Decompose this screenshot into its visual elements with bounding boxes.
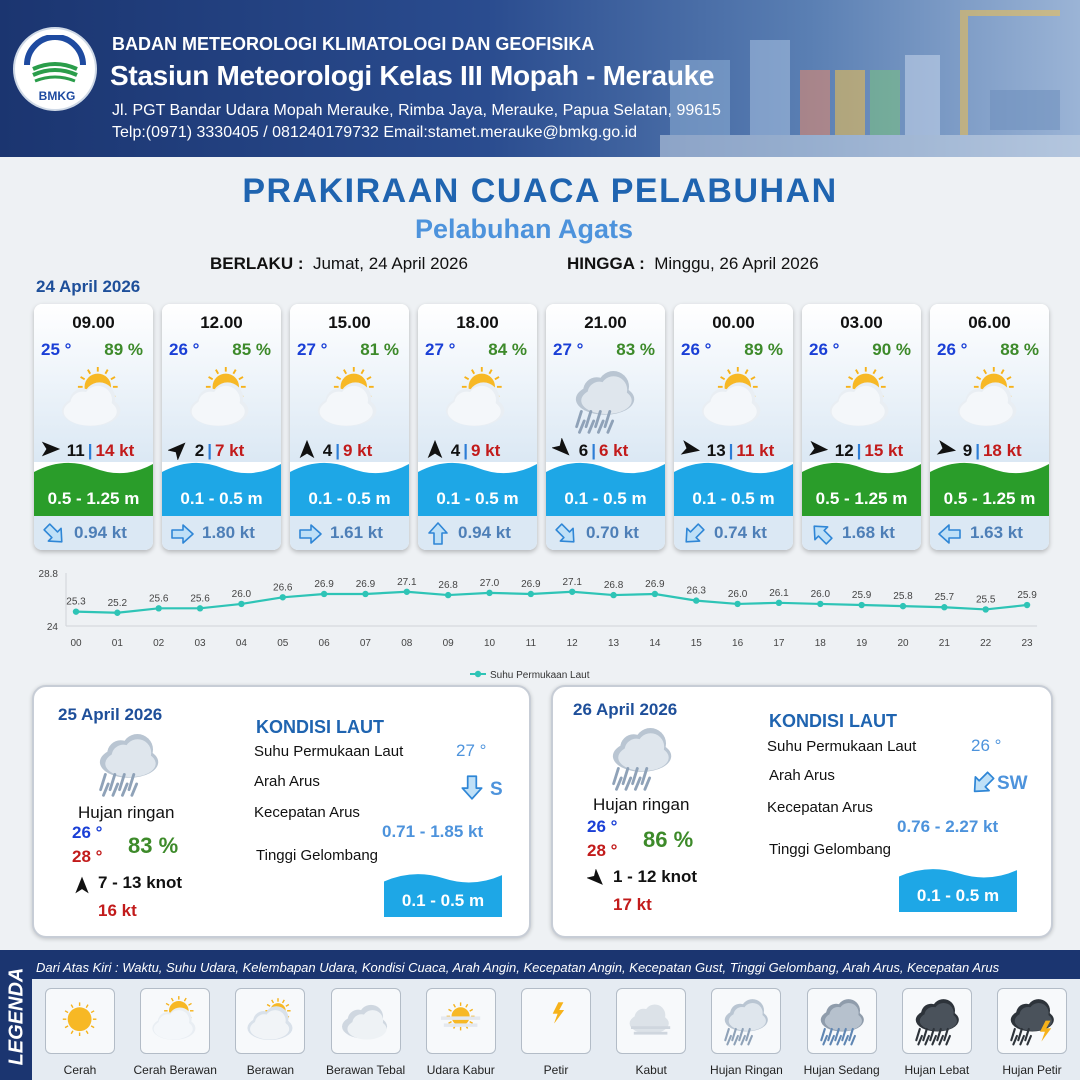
humidity: 89 % — [104, 340, 143, 359]
current-speed-value: 0.71 - 1.85 kt — [382, 822, 484, 841]
current-direction-icon — [553, 521, 579, 547]
current-direction-icon — [809, 521, 835, 547]
forecast-time: 18.00 — [456, 313, 499, 332]
chart-data-point — [156, 605, 162, 611]
chart-data-point — [983, 606, 989, 612]
current-speed-value: 0.76 - 2.27 kt — [897, 817, 999, 836]
sea-condition-heading: KONDISI LAUT — [769, 711, 897, 731]
chart-x-tick-label: 15 — [690, 638, 702, 649]
legend-item-label: Berawan — [246, 1063, 295, 1077]
weather-condition: Hujan ringan — [593, 795, 690, 814]
current-row — [546, 516, 665, 550]
sst-label: Suhu Permukaan Laut — [767, 738, 917, 755]
current-speed: 1.61 kt — [330, 523, 383, 542]
current-speed-label: Kecepatan Arus — [767, 799, 873, 816]
forecast-time: 21.00 — [584, 313, 627, 332]
chart-data-label: 26.0 — [231, 588, 252, 600]
chart-data-label: 25.2 — [107, 597, 128, 609]
panel-weather-icon-wrap — [605, 723, 681, 800]
air-temperature: 25 ° — [41, 340, 72, 359]
chart-data-point — [197, 605, 203, 611]
sst-value: 26 ° — [971, 736, 1002, 755]
current-speed: 0.94 kt — [74, 523, 127, 542]
legend-item — [902, 988, 972, 1054]
legend-item — [426, 988, 496, 1054]
chart-data-label: 27.1 — [397, 576, 417, 588]
chart-data-point — [280, 594, 286, 600]
gust-speed: 9 kt — [342, 441, 373, 460]
sst-value: 27 ° — [456, 741, 487, 760]
weather-icon-wrap — [440, 366, 516, 443]
air-temperature: 26 ° — [169, 340, 200, 359]
forecast-card — [930, 304, 1049, 550]
current-direction-icon — [425, 521, 451, 547]
validity-from-label: BERLAKU : — [210, 254, 304, 273]
validity-from-value: Jumat, 24 April 2026 — [312, 254, 468, 273]
legend-item-label: Cerah — [63, 1063, 97, 1077]
current-direction-value: SW — [997, 773, 1028, 794]
chart-x-tick-label: 12 — [566, 638, 578, 649]
temp-max: 28 ° — [587, 841, 618, 860]
chart-data-point — [652, 591, 658, 597]
legend-item — [45, 988, 115, 1054]
humidity: 85 % — [232, 340, 271, 359]
sea-condition-heading: KONDISI LAUT — [256, 717, 384, 737]
wave-height: 0.1 - 0.5 m — [692, 489, 775, 508]
chart-legend-label: Suhu Permukaan Laut — [490, 670, 590, 681]
current-direction-label: Arah Arus — [769, 767, 835, 784]
wind-direction-icon — [587, 869, 607, 889]
station-contact: Telp:(0971) 3330405 / 081240179732 Email:stamet.merauke@bmkg.go.id — [112, 124, 638, 141]
chart-data-point — [73, 608, 79, 614]
wave-height: 0.5 - 1.25 m — [815, 489, 908, 508]
current-direction-icon — [297, 521, 323, 547]
panel-date: 25 April 2026 — [58, 705, 163, 724]
validity-to — [567, 254, 819, 274]
validity-from — [210, 254, 468, 274]
forecast-card — [546, 304, 665, 550]
current-row — [418, 516, 537, 550]
current-speed-label: Kecepatan Arus — [254, 804, 360, 821]
gust-speed: 15 kt — [864, 441, 904, 460]
legend-item — [331, 988, 401, 1054]
current-row — [674, 516, 793, 550]
weather-icon-wrap — [184, 366, 260, 443]
air-temperature: 27 ° — [425, 340, 456, 359]
wind-separator: | — [728, 441, 734, 460]
legend-item-label: Udara Kabur — [426, 1063, 495, 1077]
gust-speed: 18 kt — [982, 441, 1022, 460]
cerah-berawan-icon — [148, 995, 204, 1049]
day1-date: 24 April 2026 — [36, 277, 141, 296]
chart-x-tick-label: 18 — [814, 638, 826, 649]
chart-data-label: 25.5 — [975, 594, 996, 606]
chart-data-point — [734, 601, 740, 607]
forecast-time: 00.00 — [712, 313, 755, 332]
kabut-icon — [624, 995, 680, 1049]
berawan-icon — [243, 995, 299, 1049]
wind-separator: | — [207, 441, 212, 460]
page-title: PRAKIRAAN CUACA PELABUHAN — [242, 172, 838, 210]
temp-max: 28 ° — [72, 847, 103, 866]
wind-separator: | — [591, 441, 596, 460]
wind-speed: 13 — [706, 441, 726, 460]
air-temperature: 26 ° — [809, 340, 840, 359]
port-scene-illustration — [660, 0, 1080, 157]
current-speed: 0.74 kt — [714, 523, 767, 542]
humidity: 88 % — [1000, 340, 1039, 359]
forecast-card — [34, 304, 153, 550]
sst-chart — [0, 560, 1080, 685]
daily-panel — [32, 685, 531, 938]
current-row — [34, 516, 153, 550]
wind-separator: | — [335, 441, 340, 460]
wave-height-label: Tinggi Gelombang — [256, 847, 379, 864]
current-speed: 0.94 kt — [458, 523, 511, 542]
chart-x-tick-label: 23 — [1021, 638, 1033, 649]
wind-speed: 11 — [66, 441, 85, 460]
validity-to-value: Minggu, 26 April 2026 — [654, 254, 819, 273]
chart-x-tick-label: 22 — [980, 638, 992, 649]
gust-speed: 11 kt — [736, 441, 775, 460]
forecast-time: 15.00 — [328, 313, 371, 332]
temp-min: 26 ° — [72, 823, 103, 842]
chart-data-label: 26.0 — [727, 588, 748, 600]
wave-height: 0.1 - 0.5 m — [436, 489, 519, 508]
chart-data-label: 27.1 — [562, 576, 582, 588]
forecast-card — [802, 304, 921, 550]
current-direction-value: S — [490, 779, 503, 800]
daily-panel — [551, 685, 1053, 938]
cerah-berawan-icon — [696, 366, 772, 438]
chart-data-point — [817, 601, 823, 607]
cerah-berawan-icon — [184, 366, 260, 438]
sst-label: Suhu Permukaan Laut — [254, 743, 404, 760]
forecast-time: 09.00 — [72, 313, 115, 332]
wind-speed: 4 — [450, 441, 461, 460]
chart-data-label: 26.9 — [314, 578, 334, 590]
station-name: Stasiun Meteorologi Kelas III Mopah - Merauke — [110, 60, 715, 91]
chart-data-label: 26.8 — [438, 580, 458, 592]
chart-data-label: 25.7 — [934, 592, 955, 604]
current-speed: 0.70 kt — [586, 523, 639, 542]
chart-x-tick-label: 05 — [277, 638, 289, 649]
weather-icon-wrap — [824, 366, 900, 443]
hujan-ringan-icon — [719, 995, 775, 1049]
chart-data-point — [858, 602, 864, 608]
gust-speed: 6 kt — [598, 441, 629, 460]
temp-min: 26 ° — [587, 817, 618, 836]
wave-height: 0.1 - 0.5 m — [180, 489, 263, 508]
cerah-berawan-icon — [824, 366, 900, 438]
humidity: 83 % — [616, 340, 655, 359]
chart-data-point — [776, 600, 782, 606]
chart-data-point — [1024, 602, 1030, 608]
legend-title: LEGENDA — [5, 967, 28, 1066]
port-name: Pelabuhan Agats — [414, 214, 634, 244]
wind-separator: | — [463, 441, 468, 460]
legend-item — [997, 988, 1067, 1054]
wind-separator: | — [87, 441, 93, 460]
chart-data-point — [114, 610, 120, 616]
air-temperature: 27 ° — [297, 340, 328, 359]
chart-data-label: 26.1 — [769, 587, 789, 599]
chart-x-tick-label: 14 — [649, 638, 661, 649]
validity-to-label: HINGGA : — [567, 254, 645, 273]
chart-x-tick-label: 16 — [732, 638, 744, 649]
chart-x-tick-label: 09 — [442, 638, 454, 649]
chart-data-point — [693, 597, 699, 603]
chart-data-label: 26.9 — [521, 578, 541, 590]
chart-data-label: 26.8 — [603, 580, 624, 592]
chart-data-point — [528, 591, 534, 597]
chart-x-tick-label: 01 — [111, 638, 123, 649]
chart-data-point — [486, 590, 492, 596]
air-temperature: 27 ° — [553, 340, 584, 359]
legend-item-label: Kabut — [635, 1063, 667, 1077]
forecast-time: 06.00 — [968, 313, 1011, 332]
chart-x-tick-label: 03 — [194, 638, 206, 649]
air-temperature: 26 ° — [681, 340, 712, 359]
berawan-tebal-icon — [339, 995, 395, 1049]
cerah-berawan-icon — [952, 366, 1028, 438]
cerah-icon — [53, 995, 109, 1049]
wind-speed: 2 — [194, 441, 205, 460]
chart-data-label: 25.3 — [66, 596, 86, 608]
legend-item-label: Hujan Sedang — [803, 1063, 880, 1077]
petir-icon — [529, 995, 585, 1049]
forecast-card — [674, 304, 793, 550]
wave-height-value: 0.1 - 0.5 m — [401, 891, 485, 910]
gust-speed: 17 kt — [613, 895, 652, 914]
forecast-time: 03.00 — [840, 313, 883, 332]
chart-data-label: 25.6 — [190, 593, 210, 605]
weather-icon-wrap — [568, 366, 644, 443]
wind-separator: | — [975, 441, 980, 460]
chart-x-tick-label: 06 — [318, 638, 330, 649]
wave-height: 0.5 - 1.25 m — [943, 489, 1036, 508]
current-direction-icon — [169, 521, 195, 547]
chart-data-label: 26.0 — [810, 588, 831, 600]
gust-speed: 16 kt — [98, 901, 137, 920]
chart-x-tick-label: 04 — [235, 638, 247, 649]
wind-direction-icon — [72, 875, 92, 895]
chart-legend-marker — [475, 671, 481, 677]
legend-item-label: Hujan Petir — [1002, 1063, 1062, 1077]
hujan-petir-icon — [1005, 995, 1061, 1049]
chart-data-label: 26.9 — [645, 578, 665, 590]
chart-x-tick-label: 02 — [153, 638, 165, 649]
chart-data-point — [941, 604, 947, 610]
current-direction-icon — [969, 769, 997, 797]
hujan-lebat-icon — [910, 995, 966, 1049]
chart-x-tick-label: 10 — [483, 638, 496, 649]
wind-range: 7 - 13 knot — [98, 873, 183, 892]
chart-x-tick-label: 19 — [856, 638, 868, 649]
wave-height: 0.1 - 0.5 m — [308, 489, 391, 508]
udara-kabur-icon — [434, 995, 490, 1049]
gust-speed: 9 kt — [470, 441, 501, 460]
current-speed: 1.68 kt — [842, 523, 895, 542]
chart-data-point — [900, 603, 906, 609]
panel-weather-icon-wrap — [92, 729, 168, 806]
chart-series-line — [76, 592, 1027, 613]
hujan-ringan-icon — [92, 729, 168, 801]
current-row — [802, 516, 921, 550]
weather-icon-wrap — [312, 366, 388, 443]
wind-speed: 9 — [962, 441, 973, 460]
humidity: 84 % — [488, 340, 527, 359]
wave-height: 0.1 - 0.5 m — [564, 489, 647, 508]
chart-data-point — [238, 601, 244, 607]
wind-speed: 6 — [578, 441, 589, 460]
chart-x-tick-label: 17 — [773, 638, 785, 649]
legend-description: Dari Atas Kiri : Waktu, Suhu Udara, Kelembapan Udara, Kondisi Cuaca, Arah Angin, Kecepatan Angin, Kecepatan Gust, Tinggi Gelombang, Arah Arus, Kecepatan Arus — [36, 960, 1000, 975]
logo-text: BMKG — [38, 89, 76, 103]
legend-item — [616, 988, 686, 1054]
current-row — [930, 516, 1049, 550]
weather-icon-wrap — [56, 366, 132, 443]
hujan-ringan-icon — [605, 723, 681, 795]
chart-data-point — [362, 591, 368, 597]
chart-x-tick-label: 08 — [401, 638, 413, 649]
legend-item-label: Petir — [543, 1063, 569, 1077]
current-speed: 1.80 kt — [202, 523, 255, 542]
weather-icon-wrap — [696, 366, 772, 443]
wind-speed: 4 — [322, 441, 333, 460]
humidity: 86 % — [643, 827, 694, 852]
current-direction-icon — [458, 773, 486, 801]
chart-x-tick-label: 00 — [70, 638, 82, 649]
gust-speed: 14 kt — [95, 441, 135, 460]
humidity: 81 % — [360, 340, 399, 359]
chart-data-label: 25.8 — [893, 591, 913, 603]
chart-data-label: 25.9 — [851, 590, 872, 602]
wind-speed: 12 — [834, 441, 854, 460]
chart-data-point — [569, 589, 575, 595]
chart-data-point — [610, 592, 616, 598]
hujan-ringan-icon — [568, 366, 644, 438]
chart-x-tick-label: 20 — [897, 638, 909, 649]
chart-y-tick-label: 28.8 — [38, 569, 58, 580]
legend-item — [521, 988, 591, 1054]
chart-data-point — [445, 592, 451, 598]
forecast-card — [418, 304, 537, 550]
cerah-berawan-icon — [312, 366, 388, 438]
air-temperature: 26 ° — [937, 340, 968, 359]
chart-data-label: 25.6 — [148, 593, 169, 605]
legend-item-label: Hujan Lebat — [904, 1063, 970, 1077]
chart-data-label: 25.9 — [1017, 590, 1037, 602]
hujan-sedang-icon — [815, 995, 871, 1049]
wind-separator: | — [856, 441, 862, 460]
humidity: 83 % — [128, 833, 179, 858]
current-direction-label: Arah Arus — [254, 773, 320, 790]
chart-data-label: 27.0 — [479, 577, 500, 589]
legend-item — [140, 988, 210, 1054]
gust-speed: 7 kt — [214, 441, 245, 460]
legend-item-label: Hujan Ringan — [710, 1063, 783, 1077]
chart-data-label: 26.6 — [273, 582, 293, 594]
chart-data-label: 26.9 — [355, 578, 376, 590]
wave-height: 0.5 - 1.25 m — [47, 489, 140, 508]
chart-x-tick-label: 13 — [607, 638, 620, 649]
chart-x-tick-label: 11 — [525, 638, 537, 649]
forecast-card — [290, 304, 409, 550]
chart-data-label: 26.3 — [686, 585, 706, 597]
legend-item — [807, 988, 877, 1054]
wind-range: 1 - 12 knot — [613, 867, 698, 886]
current-row — [162, 516, 281, 550]
wave-height-label: Tinggi Gelombang — [769, 841, 892, 858]
agency-name: BADAN METEOROLOGI KLIMATOLOGI DAN GEOFISIKA — [112, 34, 595, 54]
cerah-berawan-icon — [440, 366, 516, 438]
chart-x-tick-label: 07 — [359, 638, 372, 649]
legend-item-label: Berawan Tebal — [326, 1063, 406, 1077]
legend-item — [235, 988, 305, 1054]
legend-item — [711, 988, 781, 1054]
weather-icon-wrap — [952, 366, 1028, 443]
current-direction-icon — [41, 521, 67, 547]
current-direction-icon — [937, 521, 963, 547]
humidity: 90 % — [872, 340, 911, 359]
chart-data-point — [404, 589, 410, 595]
wave-height-value: 0.1 - 0.5 m — [916, 886, 1000, 905]
chart-y-tick-label: 24 — [46, 622, 58, 633]
chart-x-tick-label: 21 — [938, 638, 950, 649]
bmkg-logo — [13, 27, 97, 111]
humidity: 89 % — [744, 340, 783, 359]
forecast-card — [162, 304, 281, 550]
panel-date: 26 April 2026 — [573, 700, 678, 719]
cerah-berawan-icon — [56, 366, 132, 438]
current-direction-icon — [681, 521, 707, 547]
weather-condition: Hujan ringan — [78, 803, 175, 822]
station-address: Jl. PGT Bandar Udara Mopah Merauke, Rimba Jaya, Merauke, Papua Selatan, 99615 — [112, 102, 721, 119]
chart-data-point — [321, 591, 327, 597]
current-row — [290, 516, 409, 550]
header-banner — [0, 0, 1080, 157]
legend-item-label: Cerah Berawan — [133, 1063, 217, 1077]
forecast-time: 12.00 — [200, 313, 243, 332]
current-speed: 1.63 kt — [970, 523, 1023, 542]
